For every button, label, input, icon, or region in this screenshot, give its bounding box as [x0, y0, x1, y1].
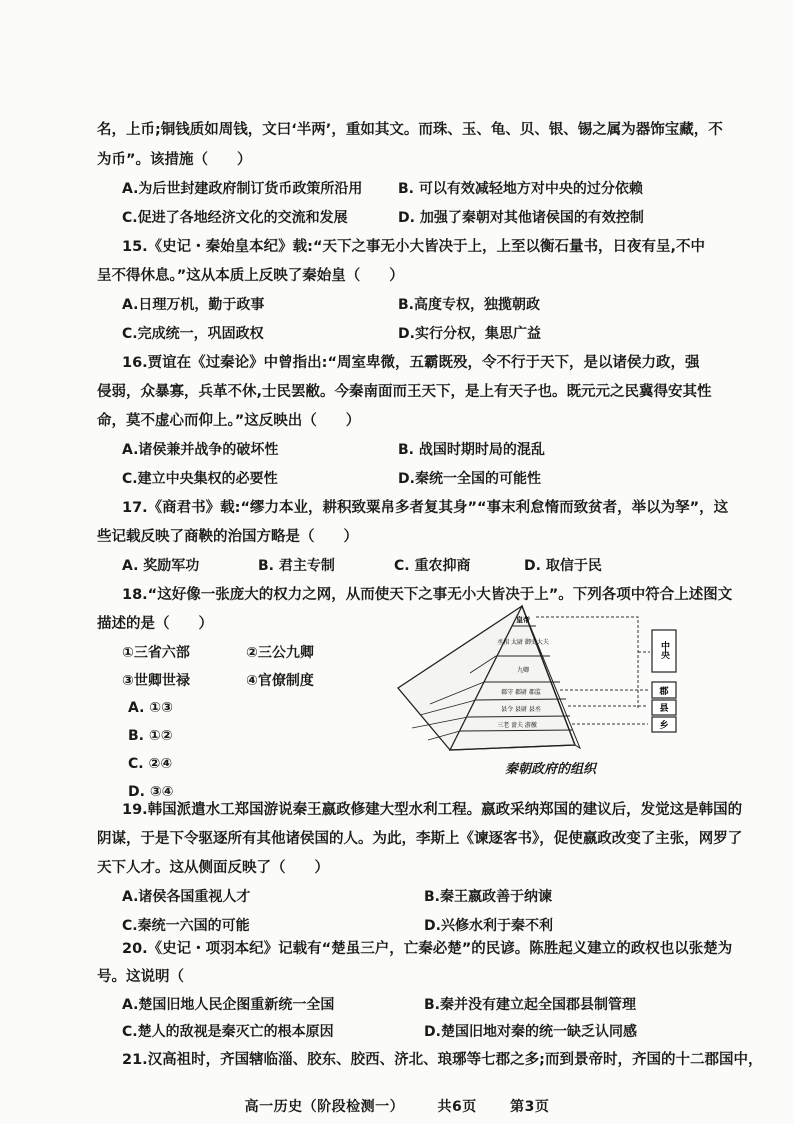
q14-option-d: D. 加强了秦朝对其他诸侯国的有效控制: [398, 210, 644, 226]
pyramid-tier-6: 三老 啬夫 游徼: [497, 722, 537, 729]
q17-option-b: B. 君主专制: [258, 558, 335, 574]
pyramid-tier-2: 丞相 太尉 御史大夫: [497, 639, 549, 646]
page-footer: [0, 1096, 794, 1116]
q14-option-a: A.为后世封建政府制订货币政策所沿用: [122, 181, 363, 197]
q15-option-b: B.高度专权，独揽朝政: [398, 297, 540, 313]
q15-line-1: 15.《史记・秦始皇本纪》载:“天下之事无小大皆决于上，上至以衡石量书，日夜有呈,不中: [122, 239, 706, 255]
footer-page-number: 第3页: [510, 1099, 550, 1115]
label-jun: 郡: [659, 687, 669, 697]
q18-option-a: A. ①③: [128, 700, 173, 716]
q19-option-c: C.秦统一六国的可能: [122, 918, 250, 934]
q18-option-c: C. ②④: [128, 756, 173, 772]
qin-government-pyramid: [390, 600, 700, 760]
q20-option-a: A.楚国旧地人民企图重新统一全国: [122, 997, 335, 1013]
q20-option-b: B.秦并没有建立起全国郡县制管理: [424, 997, 636, 1013]
q16-line-3: 命，莫不虚心而仰上。”这反映出（ ）: [97, 413, 361, 429]
q20-line-2: 号。这说明（: [97, 969, 184, 985]
label-xiang: 乡: [659, 721, 669, 731]
q16-line-1: 16.贾谊在《过秦论》中曾指出:“周室卑微，五霸既殁，令不行于天下，是以诸侯力政，强: [122, 355, 700, 371]
q18-item-1: ①三省六部: [122, 645, 190, 661]
q19-option-d: D.兴修水利于秦不利: [424, 918, 553, 934]
q15-line-2: 呈不得休息。”这从本质上反映了秦始皇（ ）: [97, 268, 404, 284]
pyramid-tier-4: 郡守 郡尉 郡监: [501, 689, 541, 696]
q18-item-2: ②三公九卿: [246, 645, 314, 661]
q17-option-d: D. 取信于民: [524, 558, 602, 574]
q16-option-b: B. 战国时期时局的混乱: [398, 442, 545, 458]
q21-line-1: 21.汉高祖时，齐国辖临淄、胶东、胶西、济北、琅琊等七郡之多;而到景帝时，齐国的十二郡国中，: [122, 1052, 763, 1068]
footer-subject: 高一历史（阶段检测一）: [244, 1099, 405, 1115]
q18-line-2: 描述的是（ ）: [97, 616, 213, 632]
q16-option-a: A.诸侯兼并战争的破坏性: [122, 442, 279, 458]
q17-option-a: A. 奖励军功: [122, 558, 200, 574]
q19-line-1: 19.韩国派遣水工郑国游说秦王嬴政修建大型水利工程。嬴政采纳郑国的建议后，发觉这是韩国的: [122, 802, 743, 818]
q14-line-2: 为币”。该措施（ ）: [97, 152, 252, 168]
q15-option-d: D.实行分权，集思广益: [398, 326, 541, 342]
q14-option-c: C.促进了各地经济文化的交流和发展: [122, 210, 348, 226]
pyramid-tier-1: 皇帝: [516, 616, 530, 624]
q16-line-2: 侵弱，众暴寡，兵革不休,士民罢敝。今秦南面而王天下，是上有天子也。既元元之民冀得安其性: [97, 384, 712, 400]
label-xian: 县: [659, 704, 669, 714]
q16-option-d: D.秦统一全国的可能性: [398, 471, 541, 487]
q19-option-a: A.诸侯各国重视人才: [122, 889, 251, 905]
q18-item-4: ④官僚制度: [246, 673, 314, 689]
q18-line-1: 18.“这好像一张庞大的权力之网，从而使天下之事无小大皆决于上”。下列各项中符合上述图文: [122, 587, 733, 603]
q16-option-c: C.建立中央集权的必要性: [122, 471, 278, 487]
q14-option-b: B. 可以有效减轻地方对中央的过分依赖: [398, 181, 643, 197]
q19-line-3: 天下人才。这从侧面反映了（ ）: [97, 860, 329, 876]
footer-total-pages: 共6页: [437, 1099, 477, 1115]
q17-line-2: 些记载反映了商鞅的治国方略是（ ）: [97, 529, 358, 545]
q14-line-1: 名，上币;铜钱质如周钱，文曰‘半两’，重如其文。而珠、玉、龟、贝、银、锡之属为器饰宝藏，不: [97, 122, 723, 138]
q17-option-c: C. 重农抑商: [394, 558, 471, 574]
q18-option-b: B. ①②: [128, 728, 173, 744]
q19-option-b: B.秦王嬴政善于纳谏: [424, 889, 552, 905]
figure-caption: 秦朝政府的组织: [505, 762, 597, 777]
q17-line-1: 17.《商君书》载:“缪力本业，耕积致粟帛多者复其身”“事末利怠惰而致贫者，举以为孥”，这: [122, 500, 729, 516]
q20-option-d: D.楚国旧地对秦的统一缺乏认同感: [424, 1024, 637, 1040]
q20-line-1: 20.《史记・项羽本纪》记载有“楚虽三户，亡秦必楚”的民谚。陈胜起义建立的政权也以张楚为: [122, 941, 733, 957]
q18-option-d: D. ③④: [128, 784, 174, 800]
label-central: 中央: [659, 641, 669, 659]
q18-item-3: ③世卿世禄: [122, 673, 190, 689]
q19-line-2: 阴谋，于是下令驱逐所有其他诸侯国的人。为此，李斯上《谏逐客书》，促使嬴政改变了主张，网罗了: [97, 831, 743, 847]
q15-option-a: A.日理万机，勤于政事: [122, 297, 265, 313]
q15-option-c: C.完成统一，巩固政权: [122, 326, 264, 342]
pyramid-tier-3: 九卿: [516, 667, 530, 674]
pyramid-tier-5: 县令 县尉 县丞: [501, 706, 541, 713]
q20-option-c: C.楚人的敌视是秦灭亡的根本原因: [122, 1024, 334, 1040]
